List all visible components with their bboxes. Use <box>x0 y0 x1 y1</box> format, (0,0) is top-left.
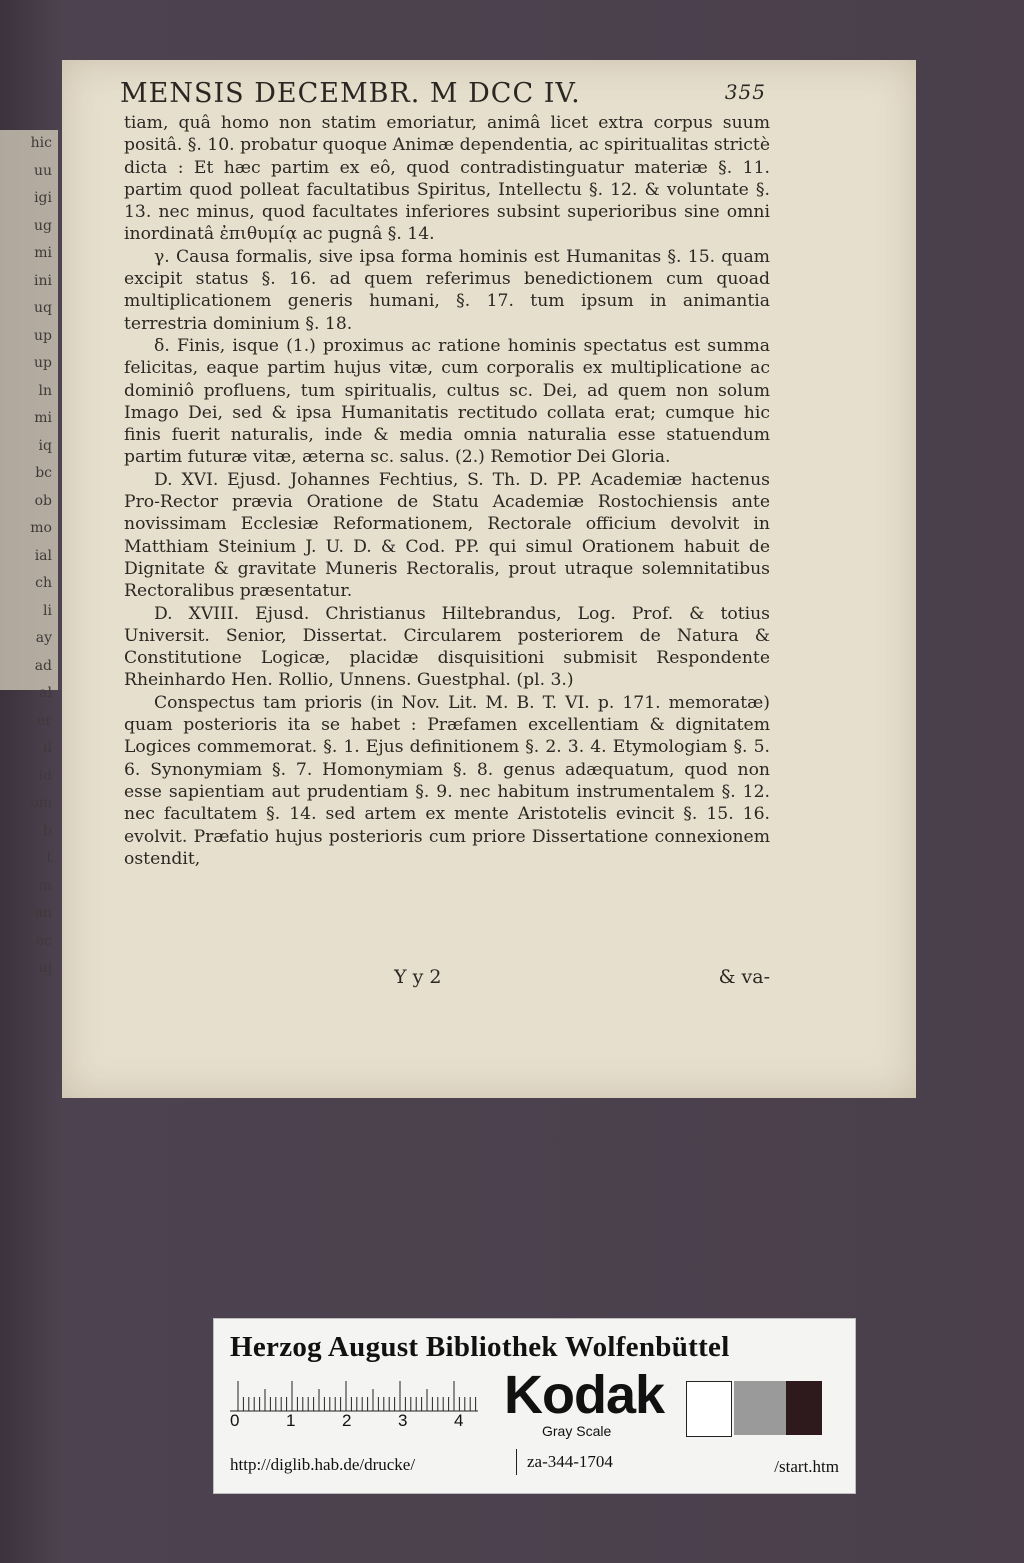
body-text <box>124 112 770 870</box>
color-target-card <box>213 1318 856 1494</box>
ruler-scale <box>230 1373 478 1413</box>
facing-page-fragment: mi <box>34 245 52 261</box>
facing-page-fragment: ad <box>34 657 52 674</box>
facing-page-fragment: ec <box>35 932 52 949</box>
facing-page-fragment: m <box>38 877 52 894</box>
facing-page-fragment: li <box>43 602 52 619</box>
facing-page-fragment: an <box>34 905 52 921</box>
ruler-number: 4 <box>454 1411 464 1430</box>
facing-page-fragment: ini <box>34 272 52 289</box>
header-title: MENSIS DECEMBR. M DCC IV. <box>120 78 581 109</box>
paragraph: D. XVI. Ejusd. Johannes Fechtius, S. Th. D. PP. Academiæ hactenus Pro-Rector prævia Oratione de Statu Academiæ Rostochiensis ante novissimam Ecclesiæ Reformationem, Rectorale officium devolvit in Matthiam Steinium J. U. D. & Cod. PP. qui simul Orationem habuit de Dignitate & gravitate Muneris Rectoralis, prout utraque solemnitatibus Rectoralibus præsentatur. <box>124 469 770 602</box>
library-url: http://diglib.hab.de/drucke/ <box>230 1455 416 1474</box>
page-footer <box>124 966 770 994</box>
facing-page-fragment: t <box>46 850 52 866</box>
facing-page-fragment: ug <box>34 217 52 234</box>
facing-page-fragment: al <box>39 685 52 701</box>
facing-page-fragment: b <box>43 822 52 839</box>
facing-page-fragment: up <box>34 327 52 344</box>
paragraph: γ. Causa formalis, sive ipsa forma hominis est Humanitas §. 15. quam excipit status §. 16. ad quem referimus benedictionem cum quoad multiplicationem generis humani, §. 17. tum ipsum in animantia terrestria dominium §. 18. <box>124 246 770 334</box>
shelfmark-id: za-344-1704 <box>516 1449 651 1475</box>
facing-page-fragment: il <box>43 740 52 756</box>
facing-page-fragment: id <box>38 767 52 784</box>
facing-page-fragment: uq <box>34 300 52 316</box>
black-patch <box>786 1381 822 1435</box>
facing-page-fragment: uu <box>33 162 52 179</box>
facing-page-fragment: er <box>37 712 52 729</box>
ruler-number: 2 <box>342 1411 352 1430</box>
facing-page-fragment: om <box>30 795 52 811</box>
ruler-numbers <box>224 1411 484 1433</box>
facing-page-fragment: mi <box>34 410 52 426</box>
gray-patch <box>734 1381 786 1435</box>
facing-page-fragment: ln <box>38 382 52 399</box>
facing-page-fragment: iq <box>38 437 52 454</box>
paragraph: D. XVIII. Ejusd. Christianus Hiltebrandus, Log. Prof. & totius Universit. Senior, Dissertat. Circularem posteriorem de Natura & Constitutione Logicæ, placidæ disquisitioni submisit Respondente Rheinhardo Hen. Rollio, Unnens. Guestphal. (pl. 3.) <box>124 603 770 691</box>
facing-page-edge <box>0 130 58 976</box>
ruler-number: 1 <box>286 1411 296 1430</box>
facing-page-fragment: ay <box>35 630 52 646</box>
start-url: /start.htm <box>774 1457 839 1476</box>
signature-mark: Y y 2 <box>394 966 442 988</box>
facing-page-fragment: ial <box>34 547 52 564</box>
page-number: 355 <box>724 80 766 104</box>
facing-page-fragment: bc <box>35 465 52 481</box>
facing-page-fragment: hic <box>30 135 52 151</box>
facing-page-fragment: mo <box>30 520 52 536</box>
kodak-logo: Kodak <box>504 1365 665 1425</box>
paragraph: Conspectus tam prioris (in Nov. Lit. M. B. T. VI. p. 171. memoratæ) quam posterioris ita se habet : Præfamen excellentiam & dignitatem Logices commemorat. §. 1. Ejus definitionem §. 2. 3. 4. Etymologiam §. 5. 6. Synonymiam §. 7. Homonymiam §. 8. genus adæquatum, quod non esse sapientiam aut prudentiam §. 9. nec habitum instrumentalem §. 12. nec facultatem §. 14. sed artem ex mente Aristotelis evincit §. 15. 16. evolvit. Præfatio hujus posterioris cum priore Dissertatione connexionem ostendit, <box>124 692 770 869</box>
ruler-number: 0 <box>230 1411 240 1430</box>
catchword: & va- <box>718 966 770 988</box>
facing-page-fragment: ch <box>35 575 52 591</box>
gray-scale-label: Gray Scale <box>542 1423 612 1439</box>
running-header <box>120 78 766 110</box>
white-patch <box>686 1381 732 1437</box>
ruler-number: 3 <box>398 1411 408 1430</box>
facing-page-fragment: uj <box>38 960 52 976</box>
facing-page-fragment: ob <box>34 492 52 509</box>
facing-page-fragment: igi <box>34 190 52 206</box>
paragraph: tiam, quâ homo non statim emoriatur, animâ licet extra corpus suum positâ. §. 10. probatur quoque Animæ dependentia, ac spiritualitas strictè dicta : Et hæc partim ex eô, quod contradistinguatur materiæ §. 11. partim quod polleat facultatibus Spiritus, Intellectu §. 12. & voluntate §. 13. nec minus, quod facultates inferiores subsint superioribus sine omni inordinatâ ἐπιθυμίᾳ ac pugnâ §. 14. <box>124 113 770 245</box>
paragraph: δ. Finis, isque (1.) proximus ac ratione hominis spectatus est summa felicitas, eaque partim hujus vitæ, cum corporalis ex multiplicatione ac dominiô profluens, tum spiritualis, cultus sc. Dei, ad quem non solum Imago Dei, sed & ipsa Humanitatis rectitudo collata erat; cumque hic finis fuerit naturalis, inde & media omnia naturalia esse statuendum partim futuræ vitæ, æterna sc. salus. (2.) Remotior Dei Gloria. <box>124 335 770 468</box>
library-name: Herzog August Bibliothek Wolfenbüttel <box>230 1331 730 1363</box>
facing-page-fragment: up <box>34 355 52 371</box>
